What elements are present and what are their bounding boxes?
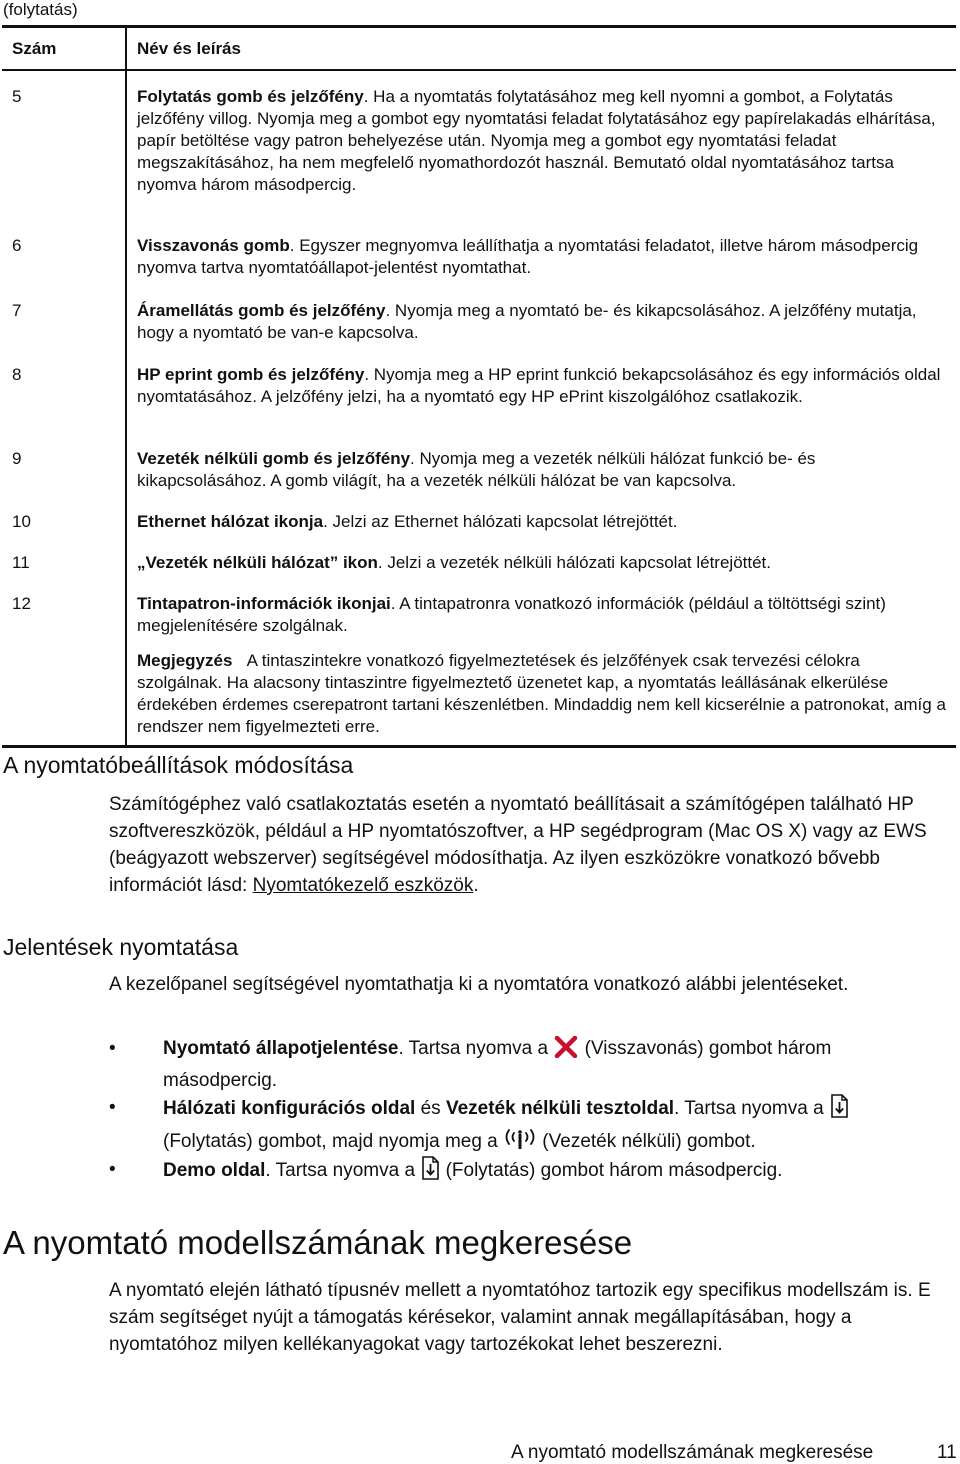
row-number: 11: [12, 553, 30, 572]
bullet-text: (Folytatás) gombot, majd nyomja meg a: [163, 1131, 504, 1152]
network-config-label: Hálózati konfigurációs oldal: [163, 1098, 416, 1119]
note-text: A tintaszintekre vonatkozó figyelmeztetések és jelzőfények csak tervezési célokra szolgálnak. Ha alacsony tintaszintre figyelmeztető üzenetet kap, a nyomtatás leállásának elkerülése érdekében érdemes cserepatront tartani készenlétben. Mindaddig nem kell kicserélnie a patronokat, amíg a rendszer nem figyelmezteti erre.: [137, 651, 946, 736]
bullet-text: . Tartsa nyomva a: [398, 1038, 554, 1059]
reports-intro: A kezelőpanel segítségével nyomtathatja ki a nyomtatóra vonatkozó alábbi jelentéseket.: [109, 974, 849, 995]
row-description: [125, 593, 956, 637]
row-name: Áramellátás gomb és jelzőfény: [137, 301, 386, 320]
continued-label: (folytatás): [3, 0, 78, 19]
row-number: 8: [12, 365, 22, 384]
bullet-text: . Tartsa nyomva a: [674, 1098, 829, 1119]
bullet-text: (Vezeték nélküli) gombot.: [537, 1131, 756, 1152]
printer-management-tools-link[interactable]: Nyomtatókezelő eszközök: [252, 875, 474, 896]
row-text: . Egyszer megnyomva leállíthatja a nyomtatási feladatot, illetve három másodpercig nyomva tartva nyomtatóállapot-jelentést nyomtathat.: [137, 236, 919, 277]
bullet-text: (Visszavonás) gombot három másodpercig.: [163, 1038, 832, 1091]
model-heading: A nyomtató modellszámának megkeresése: [3, 1224, 633, 1261]
row-number: 6: [12, 236, 22, 255]
table-row: [2, 593, 956, 637]
row-description: [125, 235, 956, 279]
row-name: „Vezeték nélküli hálózat” ikon: [137, 553, 378, 572]
row-text: . Nyomja meg a nyomtató be- és kikapcsolásához. A jelzőfény mutatja, hogy a nyomtató be van-e kapcsolva.: [137, 301, 917, 342]
row-number: 10: [12, 512, 31, 531]
table-row: [2, 86, 956, 196]
status-report-label: Nyomtató állapotjelentése: [163, 1038, 399, 1059]
table-header: [2, 25, 956, 71]
table-row: [2, 448, 956, 492]
bullet-text: (Folytatás) gombot három másodpercig.: [440, 1160, 783, 1181]
column-header-description: Név és leírás: [137, 38, 241, 58]
reports-heading: Jelentések nyomtatása: [3, 934, 239, 960]
row-text: . Ha a nyomtatás folytatásához meg kell nyomni a gombot, a Folytatás jelzőfény villog. Nyomja meg a gombot egy nyomtatási feladat folytatásához egy papírelakadás elhárítása, papír betöltése vagy patron behelyezése után. Nyomja meg a gombot egy nyomtatási feladat megszakításához, ha nem megfelelő nyomathordozót használ. Bemutató oldal nyomtatásához tartsa nyomva három másodpercig.: [137, 87, 936, 194]
resume-icon: [829, 1094, 849, 1127]
table-row: [2, 235, 956, 279]
bullet-marker: •: [109, 1038, 116, 1059]
wireless-test-label: Vezeték nélküli tesztoldal: [445, 1098, 675, 1119]
row-description: [125, 86, 956, 196]
row-name: Ethernet hálózat ikonja: [137, 512, 324, 531]
model-paragraph: A nyomtató elején látható típusnév mellett a nyomtatóhoz tartozik egy specifikus modellszám is. E szám segítséget nyújt a támogatás kérésekor, valamint annak megállapításában, hogy a nyomtatóhoz milyen kellékanyagokat vagy tartozékokat lehet beszerezni.: [109, 1280, 931, 1355]
table-row: [2, 511, 956, 533]
row-name: Folytatás gomb és jelzőfény: [137, 87, 364, 106]
settings-text: Számítógéphez való csatlakoztatás esetén a nyomtató beállításait a számítógépen található HP szoftvereszközök, például a HP nyomtatószoftver, a HP segédprogram (Mac OS X) vagy az EWS (beágyazott webszerver) segítségével módosíthatja. Az ilyen eszközökre vonatkozó bővebb információt lásd:: [109, 794, 927, 896]
resume-icon: [420, 1156, 440, 1189]
table-row: [2, 300, 956, 344]
row-text: . A tintapatronra vonatkozó információk (például a töltöttségi szint) megjelenítésére szolgálnak.: [137, 594, 886, 635]
settings-end: .: [473, 875, 479, 896]
bullet-marker: •: [109, 1159, 116, 1180]
row-text: . Nyomja meg a vezeték nélküli hálózat funkció be- és kikapcsolásához. A gomb világít, ha a vezeték nélküli hálózat be van kapcsolva.: [137, 449, 816, 490]
column-header-number: Szám: [12, 38, 57, 58]
row-description: [125, 364, 956, 408]
row-description: [125, 448, 956, 492]
settings-heading: A nyomtatóbeállítások módosítása: [3, 752, 354, 778]
table-row: [2, 552, 956, 574]
bullet-marker: •: [109, 1097, 116, 1118]
ink-note: [137, 650, 946, 738]
footer-title: A nyomtató modellszámának megkeresése: [511, 1442, 874, 1463]
demo-page-label: Demo oldal: [163, 1160, 266, 1181]
list-item: [109, 1035, 940, 1095]
row-text: . Jelzi a vezeték nélküli hálózati kapcsolat létrejöttét.: [377, 553, 771, 572]
table-row: [2, 364, 956, 408]
list-item: [109, 1156, 940, 1189]
bullet-text: és: [415, 1098, 446, 1119]
page-number: 11: [937, 1442, 957, 1463]
row-description: [125, 552, 956, 574]
cancel-icon: [553, 1036, 579, 1067]
button-description-table: [2, 25, 956, 748]
table-body: [2, 71, 956, 748]
row-description: [125, 300, 956, 344]
row-number: 5: [12, 87, 22, 106]
row-number: 9: [12, 449, 22, 468]
row-name: HP eprint gomb és jelzőfény: [137, 365, 365, 384]
row-number: 12: [12, 594, 31, 613]
settings-paragraph: [109, 791, 936, 899]
row-text: . Jelzi az Ethernet hálózati kapcsolat létrejöttét.: [323, 512, 678, 531]
row-name: Tintapatron-információk ikonjai: [137, 594, 391, 613]
row-description: [125, 511, 956, 533]
row-name: Visszavonás gomb: [137, 236, 290, 255]
row-name: Vezeték nélküli gomb és jelzőfény: [137, 449, 411, 468]
row-text: . Nyomja meg a HP eprint funkció bekapcsolásához és egy információs oldal nyomtatásához. A jelzőfény jelzi, ha a nyomtató egy HP ePrint kiszolgálóhoz csatlakozik.: [137, 365, 941, 406]
bullet-text: . Tartsa nyomva a: [265, 1160, 421, 1181]
list-item: [109, 1094, 940, 1160]
row-number: 7: [12, 301, 22, 320]
note-label: Megjegyzés: [137, 651, 233, 670]
